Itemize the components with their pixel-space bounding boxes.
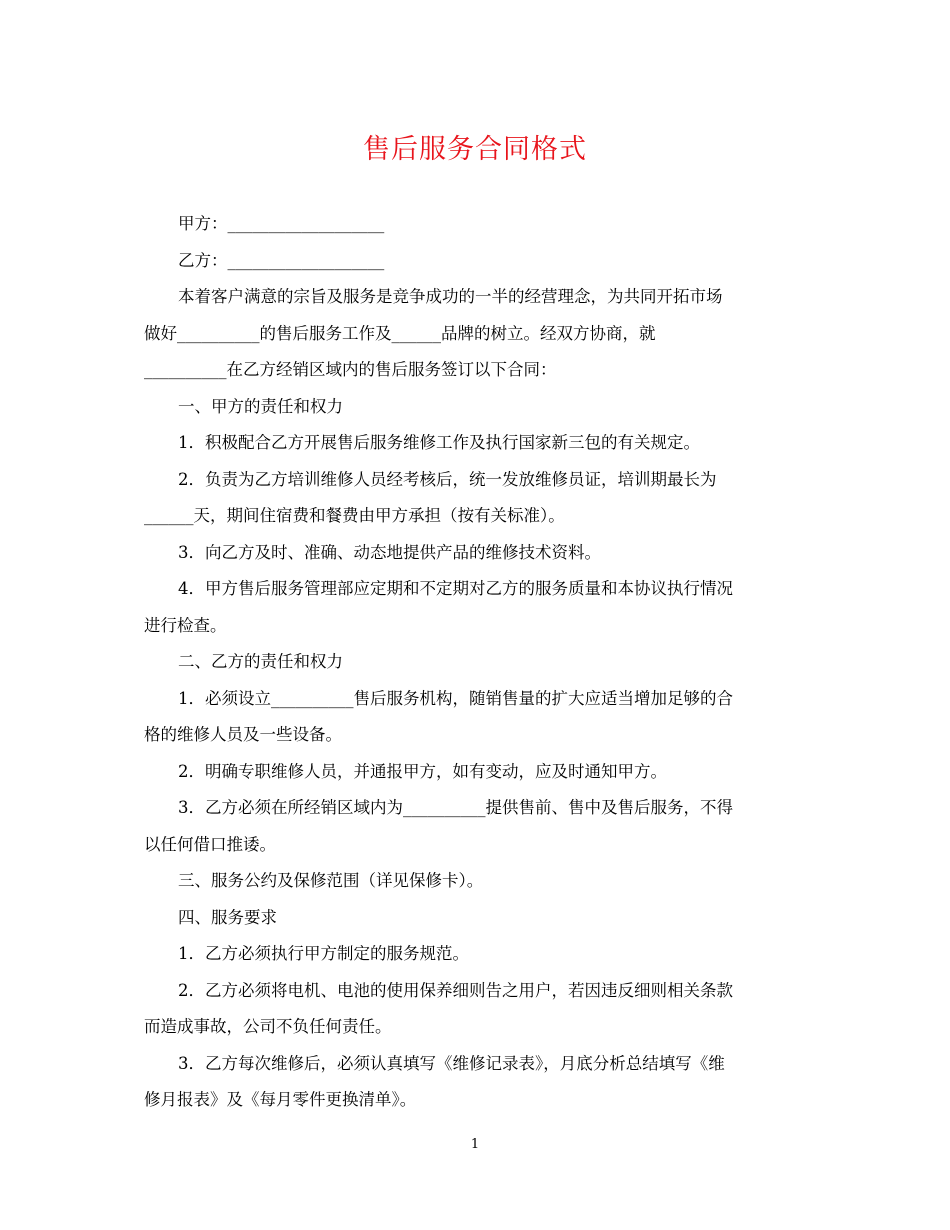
section-heading: 二、乙方的责任和权力 [178, 652, 343, 671]
preamble-line: __________在乙方经销区域内的售后服务签订以下合同： [144, 360, 557, 379]
document-body [144, 206, 808, 1119]
party-b-line: 乙方：___________________ [178, 250, 385, 270]
clause-line: 以任何借口推诿。 [144, 834, 276, 854]
preamble-line: 做好__________的售后服务工作及______品牌的树立。经双方协商，就 [144, 323, 656, 343]
clause-line: 2．负责为乙方培训维修人员经考核后，统一发放维修员证，培训期最长为 [178, 469, 717, 489]
clause-line: ______天，期间住宿费和餐费由甲方承担（按有关标准）。 [144, 506, 565, 525]
clause-line: 修月报表》及《每月零件更换清单》。 [144, 1090, 417, 1109]
clause-line: 4．甲方售后服务管理部应定期和不定期对乙方的服务质量和本协议执行情况 [178, 579, 733, 598]
clause-line: 1．乙方必须执行甲方制定的服务规范。 [178, 944, 469, 963]
section-heading: 四、服务要求 [178, 907, 277, 927]
clause-line: 格的维修人员及一些设备。 [144, 725, 342, 744]
clause-line: 而造成事故，公司不负任何责任。 [144, 1017, 392, 1036]
clause-line: 2．乙方必须将电机、电池的使用保养细则告之用户，若因违反细则相关条款 [178, 980, 733, 1000]
page-number: 1 [470, 1137, 480, 1152]
document-title: 售后服务合同格式 [363, 134, 587, 165]
clause-line: 1．必须设立__________售后服务机构，随销售量的扩大应适当增加足够的合 [178, 688, 733, 708]
clause-line: 1．积极配合乙方开展售后服务维修工作及执行国家新三包的有关规定。 [178, 433, 700, 452]
section-heading: 三、服务公约及保修范围（详见保修卡）。 [178, 871, 484, 890]
clause-line: 3．乙方每次维修后，必须认真填写《维修记录表》，月底分析总结填写《维 [178, 1053, 725, 1073]
section-heading: 一、甲方的责任和权力 [178, 396, 343, 416]
party-a-line: 甲方：___________________ [178, 214, 385, 233]
clause-line: 进行检查。 [144, 615, 227, 635]
clause-line: 3．乙方必须在所经销区域内为__________提供售前、售中及售后服务，不得 [178, 798, 733, 817]
clause-line: 2．明确专职维修人员，并通报甲方，如有变动，应及时通知甲方。 [178, 761, 667, 781]
clause-line: 3．向乙方及时、准确、动态地提供产品的维修技术资料。 [178, 542, 601, 562]
preamble-line: 本着客户满意的宗旨及服务是竞争成功的一半的经营理念，为共同开拓市场 [178, 287, 723, 306]
